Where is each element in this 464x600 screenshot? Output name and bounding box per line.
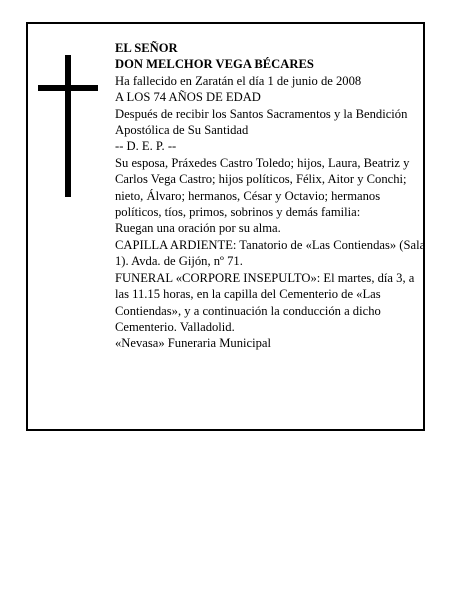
deceased-name: DON MELCHOR VEGA BÉCARES	[115, 57, 314, 72]
funeral-info: FUNERAL «CORPORE INSEPULTO»: El martes, día 3, a las 11.15 horas, en la capilla del Cementerio de «Las Contiendas», y a continuación la conducción a dicho Cementerio. Valladolid.	[115, 270, 415, 334]
chapel-info: CAPILLA ARDIENTE: Tanatorio de «Las Contiendas» (Sala 1). Avda. de Gijón, nº 71.	[115, 237, 426, 269]
funeral-home: «Nevasa» Funeraria Municipal	[115, 336, 271, 351]
dep-line: -- D. E. P. --	[115, 139, 177, 154]
notice-text	[115, 40, 427, 352]
prayer-line: Ruegan una oración por su alma.	[115, 221, 281, 236]
obituary-notice	[26, 22, 425, 431]
cross-vertical-bar	[65, 55, 71, 197]
sacraments-line: Después de recibir los Santos Sacramentos y la Bendición Apostólica de Su Santidad	[115, 106, 408, 138]
family-paragraph: Su esposa, Práxedes Castro Toledo; hijos, Laura, Beatriz y Carlos Vega Castro; hijos políticos, Félix, Aitor y Conchi; nieto, Álvaro; hermanos, César y Octavio; hermanos políticos, tíos, primos, sobrinos y demás familia:	[115, 155, 410, 220]
cross-horizontal-bar	[38, 85, 98, 91]
age-line: A LOS 74 AÑOS DE EDAD	[115, 90, 261, 105]
cross-icon	[38, 55, 98, 197]
title-line-1: EL SEÑOR	[115, 41, 178, 55]
death-info: Ha fallecido en Zaratán el día 1 de junio de 2008	[115, 73, 362, 88]
